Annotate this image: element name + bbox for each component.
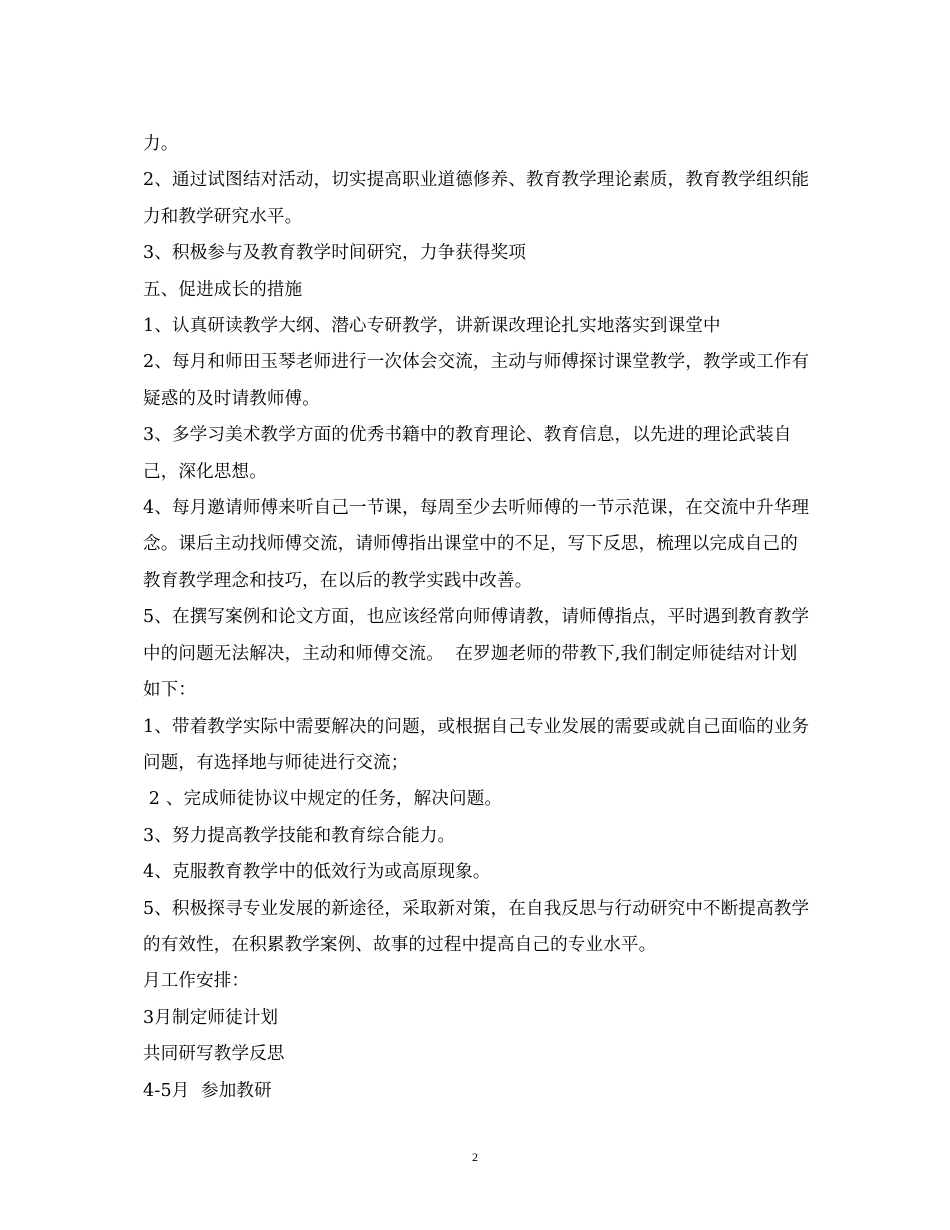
paragraph: 3、努力提高教学技能和教育综合能力。 <box>143 825 456 846</box>
paragraph: 1、带着教学实际中需要解决的问题，或根据自己专业发展的需要或就自己面临的业务问题，有选择地与师徒进行交流； <box>143 716 810 773</box>
document-body <box>143 126 813 1109</box>
paragraph: 5、积极探寻专业发展的新途径，采取新对策，在自我反思与行动研究中不断提高教学的有效性，在积累教学案例、故事的过程中提高自己的专业水平。 <box>143 898 810 955</box>
paragraph: 3、多学习美术教学方面的优秀书籍中的教育理论、教育信息，以先进的理论武装自己，深化思想。 <box>143 425 792 482</box>
paragraph: 3、积极参与及教育教学时间研究，力争获得奖项 <box>143 243 527 264</box>
paragraph: 4、每月邀请师傅来听自己一节课，每周至少去听师傅的一节示范课，在交流中升华理念。课后主动找师傅交流，请师傅指出课堂中的不足，写下反思，梳理以完成自己的教育教学理念和技巧，在以后的教学实践中改善。 <box>143 498 810 591</box>
paragraph: 4、克服教育教学中的低效行为或高原现象。 <box>143 862 491 883</box>
schedule-item: 共同研写教学反思 <box>143 1044 285 1065</box>
paragraph: 5、在撰写案例和论文方面，也应该经常向师傅请教，请师傅指点，平时遇到教育教学中的问题无法解决，主动和师傅交流。 在罗迦老师的带教下,我们制定师徒结对计划如下： <box>143 607 810 701</box>
paragraph: 2 、完成师徒协议中规定的任务，解决问题。 <box>143 789 503 810</box>
page-number: 2 <box>472 1150 478 1164</box>
paragraph: 力。 <box>143 134 179 154</box>
paragraph: 1、认真研读教学大纲、潜心专研教学，讲新课改理论扎实地落实到课堂中 <box>143 316 721 337</box>
paragraph: 2、每月和师田玉琴老师进行一次体会交流，主动与师傅探讨课堂教学，教学或工作有疑惑的及时请教师傅。 <box>143 352 810 409</box>
schedule-item: 3月制定师徒计划 <box>143 1007 279 1028</box>
paragraph: 2、通过试图结对活动，切实提高职业道德修养、教育教学理论素质，教育教学组织能力和教学研究水平。 <box>143 170 810 227</box>
section-heading: 五、促进成长的措施 <box>143 279 303 300</box>
schedule-heading: 月工作安排： <box>143 971 250 992</box>
schedule-item: 4-5月 参加教研 <box>143 1080 272 1101</box>
